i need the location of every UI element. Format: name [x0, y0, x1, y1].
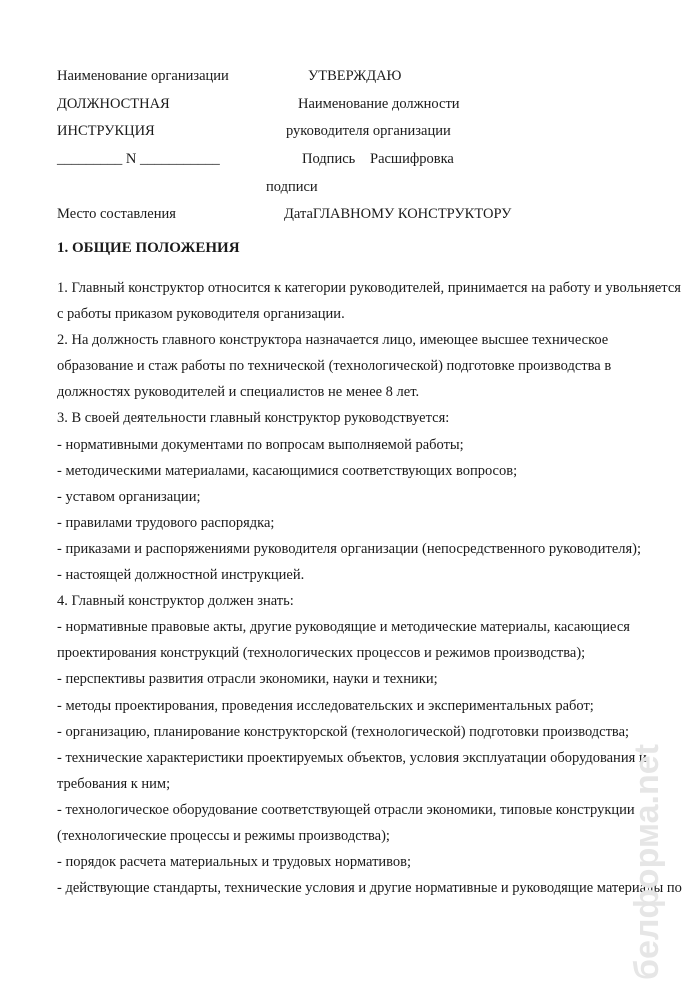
section-body — [57, 275, 682, 901]
text-line: образование и стаж работы по технической (технологической) подготовке производства в — [57, 358, 612, 375]
text-line: - методическими материалами, касающимися соответствующих вопросов; — [57, 462, 518, 479]
doc-type-line-1: ДОЛЖНОСТНАЯ — [57, 96, 170, 112]
text-line: - перспективы развития отрасли экономики, науки и техники; — [57, 671, 438, 688]
place-label: Место составления — [57, 206, 176, 222]
position-name-label: Наименование должности — [298, 96, 460, 112]
text-line: - настоящей должностной инструкцией. — [57, 567, 305, 584]
approve-label: УТВЕРЖДАЮ — [308, 68, 402, 84]
text-line: 4. Главный конструктор должен знать: — [57, 593, 294, 610]
decoding-label: Расшифровка — [370, 151, 454, 167]
text-line: - нормативные правовые акты, другие руководящие и методические материалы, касающиеся — [57, 619, 630, 636]
text-line: 3. В своей деятельности главный конструктор руководствуется: — [57, 410, 450, 427]
text-line: требования к ним; — [57, 775, 171, 792]
text-line: - уставом организации; — [57, 488, 201, 505]
watermark-text: белформа.net — [628, 744, 666, 980]
signature-caption: подписи — [266, 179, 318, 195]
doc-number-line: _________ N ___________ — [57, 151, 220, 167]
text-line: - порядок расчета материальных и трудовых нормативов; — [57, 854, 412, 871]
watermark — [620, 744, 680, 980]
text-line: (технологические процессы и режимы производства); — [57, 827, 390, 844]
text-line: - методы проектирования, проведения исследовательских и экспериментальных работ; — [57, 697, 594, 714]
text-line: проектирования конструкций (технологических процессов и режимов производства); — [57, 645, 586, 662]
section-title: 1. ОБЩИЕ ПОЛОЖЕНИЯ — [57, 240, 240, 256]
text-line: - технические характеристики проектируемых объектов, условия эксплуатации оборудования и — [57, 749, 647, 766]
text-line: - действующие стандарты, технические условия и другие нормативные и руководящие материалы по — [57, 880, 682, 897]
text-line: - технологическое оборудование соответствующей отрасли экономики, типовые конструкции — [57, 801, 635, 818]
doc-type-line-2: ИНСТРУКЦИЯ — [57, 123, 155, 139]
head-of-org-label: руководителя организации — [286, 123, 451, 139]
text-line: - правилами трудового распорядка; — [57, 514, 275, 531]
text-line: - организацию, планирование конструкторской (технологической) подготовки производства; — [57, 723, 630, 740]
text-line: - нормативными документами по вопросам выполняемой работы; — [57, 436, 464, 453]
text-line: с работы приказом руководителя организации. — [57, 306, 345, 323]
text-line: должностях руководителей и специалистов не менее 8 лет. — [57, 384, 420, 401]
signature-label: Подпись — [302, 151, 356, 167]
text-line: - приказами и распоряжениями руководителя организации (непосредственного руководителя); — [57, 540, 642, 557]
date-title-label: ДатаГЛАВНОМУ КОНСТРУКТОРУ — [284, 206, 512, 222]
org-name-label: Наименование организации — [57, 68, 229, 84]
text-line: 1. Главный конструктор относится к категории руководителей, принимается на работу и увольняется — [57, 280, 681, 296]
text-line: 2. На должность главного конструктора назначается лицо, имеющее высшее техническое — [57, 332, 609, 349]
